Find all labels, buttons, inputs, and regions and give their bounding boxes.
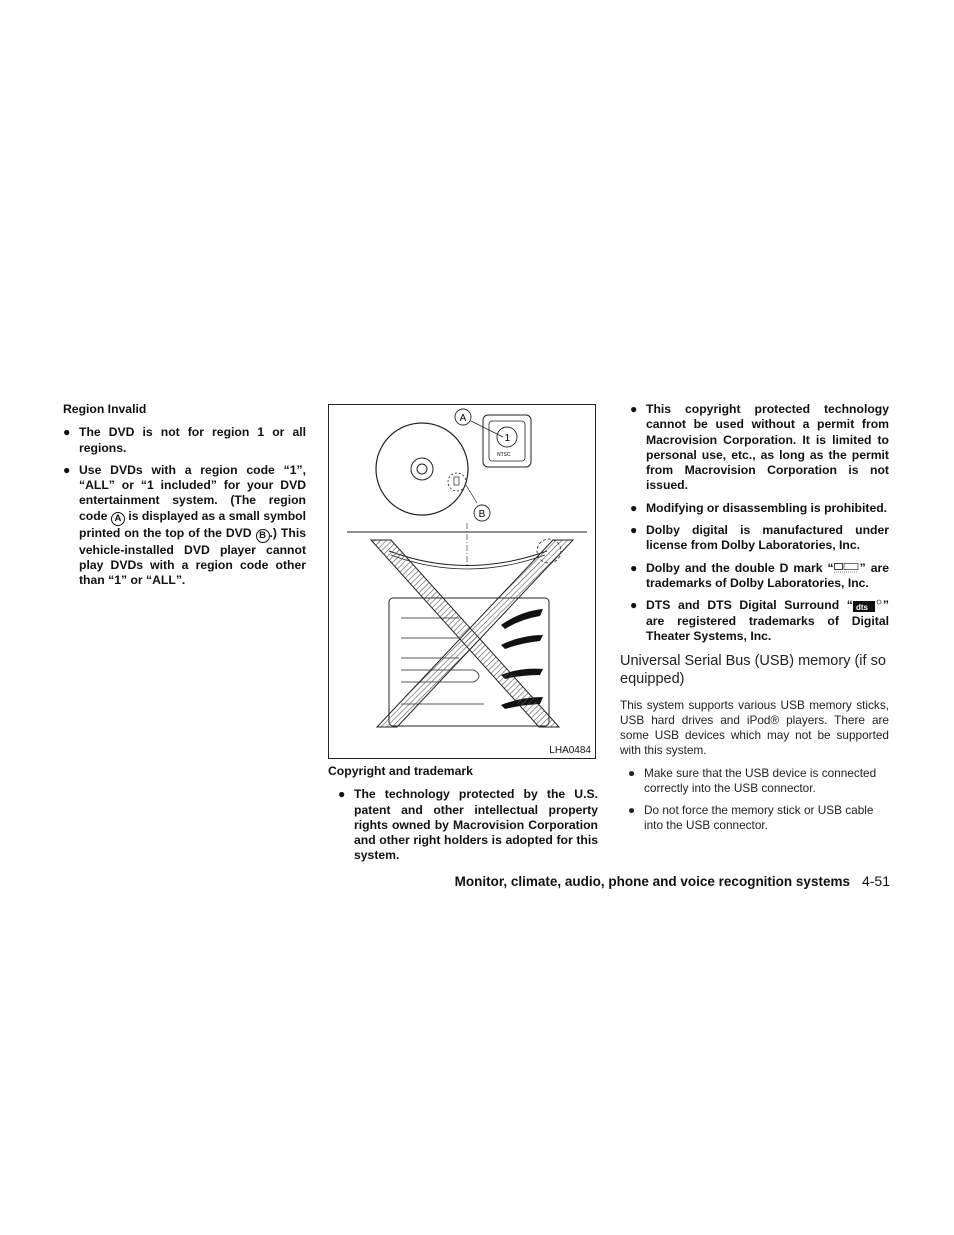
middle-column	[328, 764, 598, 871]
dts-logo-icon	[853, 599, 883, 613]
page-number: 4-51	[861, 873, 890, 889]
svg-text:NTSC: NTSC	[497, 452, 511, 458]
list-item: ● Dolby and the double D mark “ ” are trademarks of Dolby Laboratories, Inc.	[630, 560, 890, 590]
left-column	[63, 402, 306, 596]
right-column	[620, 402, 889, 840]
usb-paragraph: This system supports various USB memory sticks, USB hard drives and iPod® players. There are some USB devices which may not be supported with this system.	[620, 698, 889, 758]
list-item: ● DTS and DTS Digital Surround “ dts ” are registered trademarks of Digital Theater Systems, Inc.	[630, 598, 889, 643]
bullet-icon: ●	[630, 500, 638, 515]
bullet-icon: ●	[630, 598, 638, 613]
bullet-icon: ●	[63, 462, 71, 477]
bullet-icon: ●	[338, 787, 346, 802]
list-item: ● Make sure that the USB device is connected correctly into the USB connector.	[628, 766, 877, 796]
svg-text:1: 1	[504, 433, 511, 444]
usb-section-heading: Universal Serial Bus (USB) memory (if so equipped)	[620, 653, 886, 688]
callout-b-icon: B	[256, 529, 270, 543]
page-footer	[0, 873, 890, 889]
figure-callout-b: B	[478, 509, 486, 520]
dolby-logo-icon	[834, 563, 860, 573]
dvd-region-illustration	[328, 404, 596, 759]
svg-text:dts: dts	[855, 603, 868, 613]
list-item: ● The technology protected by the U.S. patent and other intellectual property rights owned by Macrovision Corporation and other right holders is adopted for this system.	[338, 787, 598, 863]
figure-code: LHA0484	[549, 745, 591, 756]
footer-section-title: Monitor, climate, audio, phone and voice recognition systems	[454, 874, 850, 889]
list-item: ● This copyright protected technology cannot be used without a permit from Macrovision Corporation. It is limited to personal use, etc., as long as the permit from Macrovision Corporation is not issued.	[630, 402, 889, 493]
bullet-icon: ●	[628, 766, 636, 781]
list-item: ● Use DVDs with a region code “1”, “ALL” or “1 included” for your DVD entertainment system. (The region code A is displayed as a small symbol printed on the top of the DVD B .) This vehicle-installed DVD player cannot play DVDs with a region code other than “1” or “ALL”.	[63, 462, 307, 588]
list-item: ● Modifying or disassembling is prohibited.	[630, 500, 888, 515]
callout-a-icon: A	[111, 512, 125, 526]
list-item: ● Do not force the memory stick or USB cable into the USB connector.	[628, 803, 874, 833]
copyright-heading: Copyright and trademark	[328, 764, 473, 778]
region-invalid-heading: Region Invalid	[63, 402, 147, 416]
bullet-icon: ●	[630, 402, 638, 416]
dvd-disc-icon	[376, 423, 468, 515]
bullet-icon: ●	[630, 560, 638, 575]
bullet-icon: ●	[628, 803, 636, 818]
bullet-icon: ●	[63, 425, 71, 440]
bullet-icon: ●	[630, 523, 638, 538]
figure-callout-a: A	[459, 413, 467, 424]
list-item: ● The DVD is not for region 1 or all regions.	[63, 425, 306, 455]
dvd-diagram-icon	[329, 405, 595, 758]
list-item: ● Dolby digital is manufactured under license from Dolby Laboratories, Inc.	[630, 523, 889, 553]
